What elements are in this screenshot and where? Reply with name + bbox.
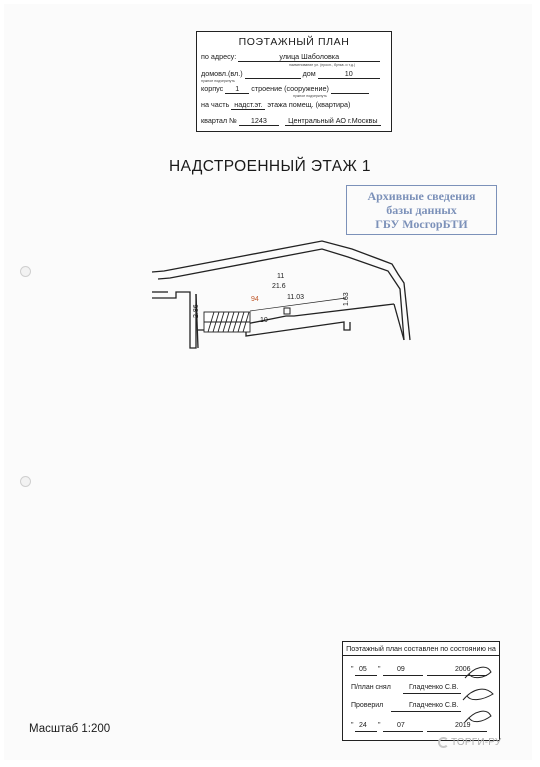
state-day: 05	[359, 666, 367, 673]
stroenie-label: строение (сооружение)	[251, 84, 329, 93]
stamp-divider	[343, 655, 499, 656]
height-dimension-right: 1.63	[343, 292, 350, 306]
domovl-hint: нужное подчеркнуть	[201, 79, 235, 83]
measured-label: П/план снял	[351, 684, 391, 691]
stair-label: 10	[260, 317, 268, 324]
korpus-value: 1	[225, 84, 249, 94]
sign-day: 24	[359, 722, 367, 729]
state-date-open-quote: "	[351, 666, 354, 673]
sign-year: 2019	[455, 722, 471, 729]
room-marker: 94	[251, 296, 259, 303]
archive-line: базы данных	[386, 203, 457, 217]
dom-value: 10	[318, 69, 380, 79]
sign-date-close-quote: "	[378, 722, 381, 729]
part-value: надст.эт.	[231, 100, 265, 110]
checked-name: Гладченко С.В.	[409, 702, 459, 709]
address-value: улица Шаболовка	[238, 52, 380, 62]
state-year: 2006	[455, 666, 471, 673]
part-suffix: этажа помещ. (квартира)	[267, 100, 351, 109]
plan-stairs	[204, 312, 250, 332]
height-dimension-left: 2.86	[193, 304, 200, 318]
torgi-logo-icon	[438, 737, 449, 748]
plan-column	[284, 308, 290, 314]
scale-label: Масштаб 1:200	[29, 723, 111, 735]
length-dimension: 11.03	[287, 294, 304, 301]
kvartal-value: 1243	[239, 116, 279, 126]
footer-stamp	[342, 641, 500, 741]
dom-label: дом	[302, 69, 316, 78]
signature-marks	[461, 660, 497, 738]
sign-date-open-quote: "	[351, 722, 354, 729]
room-area: 21.6	[272, 283, 286, 290]
checked-label: Проверил	[351, 702, 384, 709]
kvartal-label: квартал №	[201, 116, 237, 125]
district-value: Центральный АО г.Москвы	[285, 116, 381, 126]
domovl-label: домовл.(вл.)	[201, 69, 243, 78]
torgi-logo	[438, 737, 501, 748]
state-date-close-quote: "	[378, 666, 381, 673]
plan-outer-wall	[152, 241, 410, 340]
korpus-label: корпус	[201, 84, 224, 93]
state-month: 09	[397, 666, 405, 673]
measured-name: Гладченко С.В.	[409, 684, 459, 691]
stroenie-hint: нужное подчеркнуть	[293, 94, 327, 98]
room-number: 11	[277, 273, 285, 280]
torgi-logo-text: ТОРГИ-РУ	[451, 737, 502, 748]
state-title: Поэтажный план составлен по состоянию на	[346, 644, 496, 653]
address-label: по адресу:	[201, 52, 237, 61]
archive-line: ГБУ МосгорБТИ	[375, 217, 468, 231]
sign-month: 07	[397, 722, 405, 729]
part-label: на часть	[201, 100, 230, 109]
plan-left-wall	[152, 292, 196, 348]
stamp-title: ПОЭТАЖНЫЙ ПЛАН	[238, 36, 350, 48]
address-hint: наименование ул. (просп., бульв. и т.д.)	[289, 63, 356, 67]
plan-inner-wall	[158, 249, 404, 340]
floor-title: НАДСТРОЕННЫЙ ЭТАЖ 1	[169, 158, 371, 175]
archive-line: Архивные сведения	[367, 189, 476, 203]
